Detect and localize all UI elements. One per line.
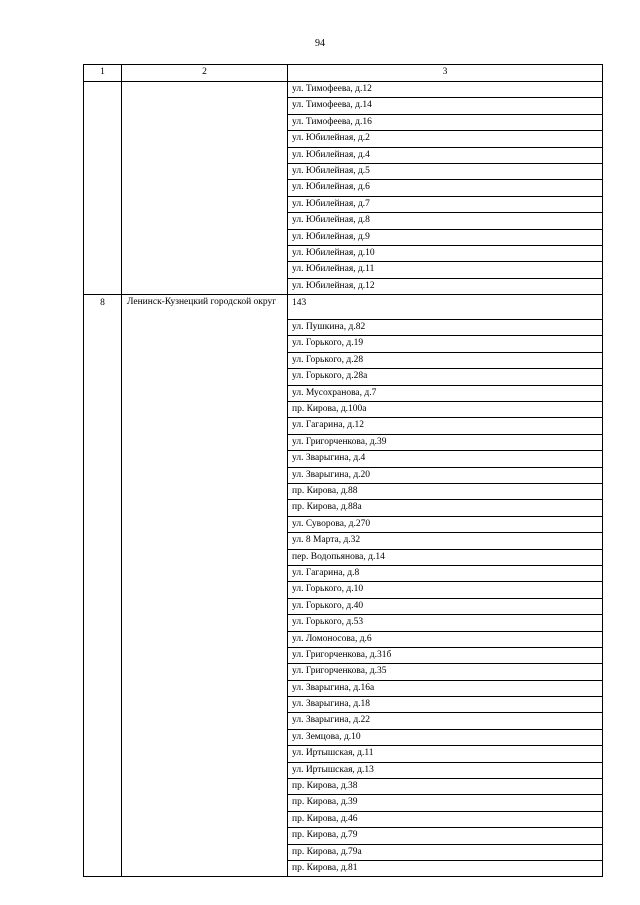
address-cell: ул. Горького, д.40 <box>288 598 603 614</box>
address-cell: ул. Григорченкова, д.35 <box>288 664 603 680</box>
header-col-2: 2 <box>122 65 288 82</box>
address-cell: ул. Гагарина, д.12 <box>288 418 603 434</box>
address-cell: пр. Кирова, д.88а <box>288 500 603 516</box>
address-cell: ул. Гагарина, д.8 <box>288 565 603 581</box>
address-cell: ул. Зварыгина, д.16а <box>288 680 603 696</box>
address-cell: ул. Пушкина, д.82 <box>288 320 603 336</box>
address-cell: пр. Кирова, д.88 <box>288 483 603 499</box>
address-cell: ул. Горького, д.28а <box>288 369 603 385</box>
address-cell: пр. Кирова, д.100а <box>288 402 603 418</box>
address-cell: ул. Юбилейная, д.12 <box>288 278 603 294</box>
page-number: 94 <box>315 38 325 49</box>
address-cell: ул. Иртышская, д.13 <box>288 762 603 778</box>
address-cell: ул. Иртышская, д.11 <box>288 746 603 762</box>
cell-number-empty <box>84 82 122 295</box>
address-cell: ул. Горького, д.28 <box>288 352 603 368</box>
address-cell: ул. Ломоносова, д.6 <box>288 631 603 647</box>
entry-number: 8 <box>84 295 122 877</box>
address-cell: ул. Суворова, д.270 <box>288 516 603 532</box>
address-cell: пр. Кирова, д.81 <box>288 860 603 876</box>
address-cell: ул. Юбилейная, д.4 <box>288 147 603 163</box>
address-cell: ул. Горького, д.53 <box>288 615 603 631</box>
address-cell: ул. 8 Марта, д.32 <box>288 533 603 549</box>
address-cell: ул. Юбилейная, д.2 <box>288 131 603 147</box>
address-table <box>83 64 603 877</box>
address-cell: ул. Юбилейная, д.7 <box>288 196 603 212</box>
address-cell: пер. Водопьянова, д.14 <box>288 549 603 565</box>
address-cell: ул. Григорченкова, д.31б <box>288 647 603 663</box>
entry-count: 143 <box>288 295 603 320</box>
address-cell: ул. Юбилейная, д.8 <box>288 213 603 229</box>
table-row <box>84 82 603 98</box>
address-cell: ул. Земцова, д.10 <box>288 729 603 745</box>
address-cell: ул. Юбилейная, д.5 <box>288 163 603 179</box>
address-cell: ул. Григорченкова, д.39 <box>288 434 603 450</box>
entry-name: Ленинск-Кузнецкий городской округ <box>122 295 288 877</box>
address-cell: пр. Кирова, д.39 <box>288 795 603 811</box>
address-cell: ул. Тимофеева, д.12 <box>288 82 603 98</box>
address-cell: ул. Горького, д.19 <box>288 336 603 352</box>
address-cell: ул. Юбилейная, д.9 <box>288 229 603 245</box>
header-col-3: 3 <box>288 65 603 82</box>
address-cell: ул. Тимофеева, д.16 <box>288 114 603 130</box>
address-cell: ул. Юбилейная, д.10 <box>288 245 603 261</box>
header-col-1: 1 <box>84 65 122 82</box>
address-cell: ул. Зварыгина, д.18 <box>288 697 603 713</box>
address-cell: ул. Зварыгина, д.20 <box>288 467 603 483</box>
address-cell: пр. Кирова, д.38 <box>288 779 603 795</box>
address-cell: пр. Кирова, д.79а <box>288 844 603 860</box>
address-cell: ул. Юбилейная, д.11 <box>288 262 603 278</box>
address-cell: ул. Зварыгина, д.22 <box>288 713 603 729</box>
address-cell: ул. Мусохранова, д.7 <box>288 385 603 401</box>
address-cell: ул. Юбилейная, д.6 <box>288 180 603 196</box>
address-cell: пр. Кирова, д.46 <box>288 811 603 827</box>
address-cell: пр. Кирова, д.79 <box>288 828 603 844</box>
table-header-row <box>84 65 603 82</box>
address-cell: ул. Горького, д.10 <box>288 582 603 598</box>
cell-name-empty <box>122 82 288 295</box>
address-cell: ул. Зварыгина, д.4 <box>288 451 603 467</box>
table-row <box>84 295 603 320</box>
address-cell: ул. Тимофеева, д.14 <box>288 98 603 114</box>
